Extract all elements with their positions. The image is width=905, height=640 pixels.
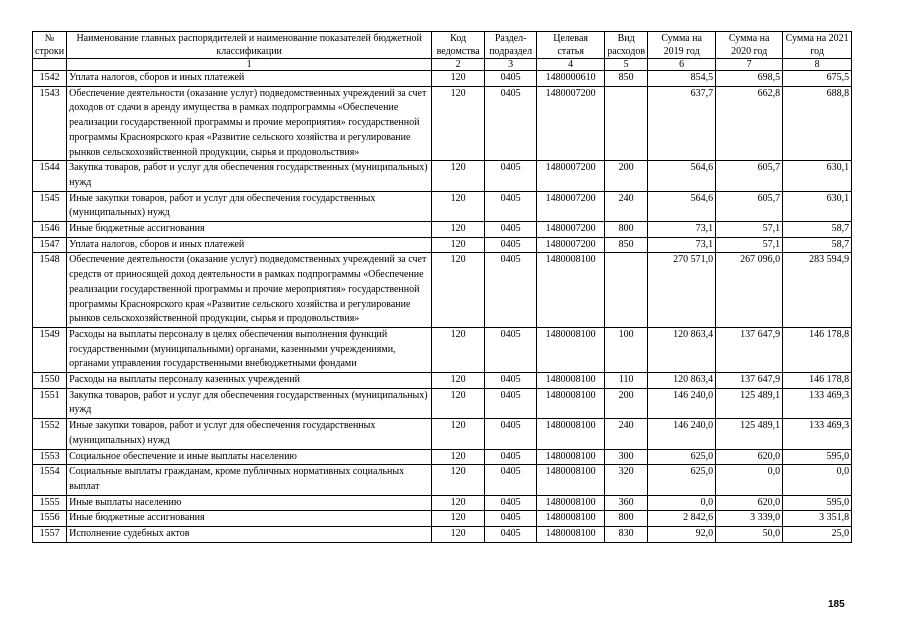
- header-sum-2021: Сумма на 2021 год: [783, 32, 852, 59]
- sum-2021-cell: 133 469,3: [783, 388, 852, 418]
- column-number: 5: [605, 59, 648, 71]
- table-row: [33, 161, 852, 191]
- sum-2020-cell: 3 339,0: [716, 511, 783, 527]
- description-cell: Обеспечение деятельности (оказание услуг) подведомственных учреждений за счет доходов от сдачи в аренду имущества в рамках подпрограммы «Обеспечение реализации государственной программы и прочие мероприятия» государственной программы Красноярского края «Развитие сельского хозяйства и регулирование рынков сельскохозяйственной продукции, сырья и продовольствия»: [67, 86, 432, 161]
- sum-2019-cell: 120 863,4: [648, 373, 716, 389]
- description-cell: Расходы на выплаты персоналу казенных учреждений: [67, 373, 432, 389]
- target-item-cell: 1480007200: [537, 161, 605, 191]
- section-cell: 0405: [485, 191, 537, 221]
- column-number: 2: [432, 59, 485, 71]
- sum-2019-cell: 146 240,0: [648, 388, 716, 418]
- expense-type-cell: 100: [605, 327, 648, 372]
- column-number: 3: [485, 59, 537, 71]
- expense-type-cell: 850: [605, 71, 648, 87]
- row-number-cell: 1550: [33, 373, 67, 389]
- sum-2021-cell: 595,0: [783, 495, 852, 511]
- sum-2020-cell: 267 096,0: [716, 253, 783, 328]
- section-cell: 0405: [485, 495, 537, 511]
- target-item-cell: 1480007200: [537, 222, 605, 238]
- sum-2021-cell: 58,7: [783, 237, 852, 253]
- table-row: [33, 237, 852, 253]
- section-cell: 0405: [485, 253, 537, 328]
- section-cell: 0405: [485, 511, 537, 527]
- column-number: 1: [67, 59, 432, 71]
- sum-2020-cell: 662,8: [716, 86, 783, 161]
- table-row: [33, 71, 852, 87]
- description-cell: Обеспечение деятельности (оказание услуг) подведомственных учреждений за счет средств от приносящей доход деятельности в рамках подпрограммы «Обеспечение реализации государственной программы и прочие мероприятия» государственной программы Красноярского края «Развитие сельского хозяйства и регулирование рынков сельскохозяйственной продукции, сырья и продовольствия»: [67, 253, 432, 328]
- header-department-code: Код ведомства: [432, 32, 485, 59]
- table-row: [33, 86, 852, 161]
- sum-2020-cell: 698,5: [716, 71, 783, 87]
- target-item-cell: 1480008100: [537, 449, 605, 465]
- sum-2019-cell: 637,7: [648, 86, 716, 161]
- sum-2019-cell: 73,1: [648, 237, 716, 253]
- sum-2021-cell: 3 351,8: [783, 511, 852, 527]
- row-number-cell: 1544: [33, 161, 67, 191]
- description-cell: Закупка товаров, работ и услуг для обеспечения государственных (муниципальных) нужд: [67, 161, 432, 191]
- sum-2021-cell: 133 469,3: [783, 419, 852, 449]
- target-item-cell: 1480008100: [537, 465, 605, 495]
- department-code-cell: 120: [432, 253, 485, 328]
- column-number: 4: [537, 59, 605, 71]
- expense-type-cell: [605, 253, 648, 328]
- sum-2019-cell: 270 571,0: [648, 253, 716, 328]
- row-number-cell: 1554: [33, 465, 67, 495]
- target-item-cell: 1480008100: [537, 527, 605, 543]
- sum-2021-cell: 595,0: [783, 449, 852, 465]
- section-cell: 0405: [485, 419, 537, 449]
- sum-2020-cell: 137 647,9: [716, 373, 783, 389]
- description-cell: Иные выплаты населению: [67, 495, 432, 511]
- description-cell: Иные бюджетные ассигнования: [67, 222, 432, 238]
- sum-2021-cell: 146 178,8: [783, 373, 852, 389]
- department-code-cell: 120: [432, 161, 485, 191]
- department-code-cell: 120: [432, 327, 485, 372]
- section-cell: 0405: [485, 388, 537, 418]
- department-code-cell: 120: [432, 511, 485, 527]
- sum-2020-cell: 605,7: [716, 191, 783, 221]
- description-cell: Закупка товаров, работ и услуг для обеспечения государственных (муниципальных) нужд: [67, 388, 432, 418]
- table-row: [33, 527, 852, 543]
- table-row: [33, 222, 852, 238]
- department-code-cell: 120: [432, 237, 485, 253]
- sum-2019-cell: 92,0: [648, 527, 716, 543]
- row-number-cell: 1546: [33, 222, 67, 238]
- target-item-cell: 1480008100: [537, 495, 605, 511]
- row-number-cell: 1547: [33, 237, 67, 253]
- header-row: [33, 32, 852, 59]
- target-item-cell: 1480008100: [537, 373, 605, 389]
- sum-2020-cell: 620,0: [716, 449, 783, 465]
- sum-2021-cell: 0,0: [783, 465, 852, 495]
- target-item-cell: 1480007200: [537, 191, 605, 221]
- table-row: [33, 449, 852, 465]
- column-number-row: [33, 59, 852, 71]
- expense-type-cell: 200: [605, 388, 648, 418]
- header-target-item: Целевая статья: [537, 32, 605, 59]
- target-item-cell: 1480000610: [537, 71, 605, 87]
- target-item-cell: 1480007200: [537, 237, 605, 253]
- row-number-cell: 1545: [33, 191, 67, 221]
- column-number: 7: [716, 59, 783, 71]
- department-code-cell: 120: [432, 495, 485, 511]
- expense-type-cell: 240: [605, 419, 648, 449]
- table-row: [33, 465, 852, 495]
- sum-2020-cell: 620,0: [716, 495, 783, 511]
- section-cell: 0405: [485, 222, 537, 238]
- sum-2020-cell: 57,1: [716, 237, 783, 253]
- department-code-cell: 120: [432, 527, 485, 543]
- section-cell: 0405: [485, 465, 537, 495]
- row-number-cell: 1555: [33, 495, 67, 511]
- sum-2019-cell: 625,0: [648, 465, 716, 495]
- table-body: [33, 71, 852, 543]
- expense-type-cell: [605, 86, 648, 161]
- row-number-cell: 1543: [33, 86, 67, 161]
- header-sum-2020: Сумма на 2020 год: [716, 32, 783, 59]
- expense-type-cell: 850: [605, 237, 648, 253]
- section-cell: 0405: [485, 449, 537, 465]
- description-cell: Уплата налогов, сборов и иных платежей: [67, 237, 432, 253]
- expense-type-cell: 110: [605, 373, 648, 389]
- department-code-cell: 120: [432, 191, 485, 221]
- section-cell: 0405: [485, 373, 537, 389]
- table-row: [33, 327, 852, 372]
- header-description: Наименование главных распорядителей и наименование показателей бюджетной классификации: [67, 32, 432, 59]
- table-row: [33, 511, 852, 527]
- sum-2021-cell: 630,1: [783, 191, 852, 221]
- description-cell: Социальное обеспечение и иные выплаты населению: [67, 449, 432, 465]
- sum-2021-cell: 25,0: [783, 527, 852, 543]
- sum-2019-cell: 120 863,4: [648, 327, 716, 372]
- sum-2019-cell: 854,5: [648, 71, 716, 87]
- expense-type-cell: 800: [605, 511, 648, 527]
- description-cell: Исполнение судебных актов: [67, 527, 432, 543]
- sum-2021-cell: 283 594,9: [783, 253, 852, 328]
- sum-2019-cell: 625,0: [648, 449, 716, 465]
- description-cell: Расходы на выплаты персоналу в целях обеспечения выполнения функций государственными (муниципальными) органами, казенными учреждениями, органами управления государственными внебюджетными фондами: [67, 327, 432, 372]
- sum-2021-cell: 630,1: [783, 161, 852, 191]
- row-number-cell: 1542: [33, 71, 67, 87]
- row-number-cell: 1552: [33, 419, 67, 449]
- department-code-cell: 120: [432, 419, 485, 449]
- sum-2020-cell: 137 647,9: [716, 327, 783, 372]
- column-number: [33, 59, 67, 71]
- sum-2020-cell: 605,7: [716, 161, 783, 191]
- sum-2021-cell: 146 178,8: [783, 327, 852, 372]
- header-section: Раздел-подраздел: [485, 32, 537, 59]
- row-number-cell: 1557: [33, 527, 67, 543]
- page-number: 185: [828, 599, 845, 610]
- sum-2019-cell: 564,6: [648, 191, 716, 221]
- department-code-cell: 120: [432, 86, 485, 161]
- expense-type-cell: 200: [605, 161, 648, 191]
- row-number-cell: 1548: [33, 253, 67, 328]
- sum-2019-cell: 146 240,0: [648, 419, 716, 449]
- department-code-cell: 120: [432, 222, 485, 238]
- department-code-cell: 120: [432, 388, 485, 418]
- target-item-cell: 1480008100: [537, 327, 605, 372]
- sum-2019-cell: 73,1: [648, 222, 716, 238]
- department-code-cell: 120: [432, 465, 485, 495]
- department-code-cell: 120: [432, 71, 485, 87]
- budget-table: [32, 31, 852, 543]
- sum-2020-cell: 57,1: [716, 222, 783, 238]
- table-row: [33, 373, 852, 389]
- row-number-cell: 1553: [33, 449, 67, 465]
- expense-type-cell: 320: [605, 465, 648, 495]
- sum-2019-cell: 0,0: [648, 495, 716, 511]
- department-code-cell: 120: [432, 449, 485, 465]
- sum-2021-cell: 58,7: [783, 222, 852, 238]
- department-code-cell: 120: [432, 373, 485, 389]
- row-number-cell: 1556: [33, 511, 67, 527]
- sum-2021-cell: 688,8: [783, 86, 852, 161]
- sum-2020-cell: 50,0: [716, 527, 783, 543]
- table-row: [33, 388, 852, 418]
- section-cell: 0405: [485, 237, 537, 253]
- sum-2019-cell: 564,6: [648, 161, 716, 191]
- section-cell: 0405: [485, 71, 537, 87]
- column-number: 8: [783, 59, 852, 71]
- target-item-cell: 1480008100: [537, 511, 605, 527]
- section-cell: 0405: [485, 327, 537, 372]
- row-number-cell: 1551: [33, 388, 67, 418]
- section-cell: 0405: [485, 527, 537, 543]
- section-cell: 0405: [485, 86, 537, 161]
- description-cell: Иные закупки товаров, работ и услуг для обеспечения государственных (муниципальных) нужд: [67, 419, 432, 449]
- header-row-number: № строки: [33, 32, 67, 59]
- sum-2019-cell: 2 842,6: [648, 511, 716, 527]
- target-item-cell: 1480007200: [537, 86, 605, 161]
- sum-2021-cell: 675,5: [783, 71, 852, 87]
- row-number-cell: 1549: [33, 327, 67, 372]
- target-item-cell: 1480008100: [537, 419, 605, 449]
- expense-type-cell: 830: [605, 527, 648, 543]
- description-cell: Уплата налогов, сборов и иных платежей: [67, 71, 432, 87]
- sum-2020-cell: 0,0: [716, 465, 783, 495]
- expense-type-cell: 800: [605, 222, 648, 238]
- section-cell: 0405: [485, 161, 537, 191]
- header-expense-type: Вид расходов: [605, 32, 648, 59]
- table-row: [33, 191, 852, 221]
- sum-2020-cell: 125 489,1: [716, 419, 783, 449]
- table-row: [33, 253, 852, 328]
- expense-type-cell: 360: [605, 495, 648, 511]
- description-cell: Иные бюджетные ассигнования: [67, 511, 432, 527]
- table-row: [33, 495, 852, 511]
- expense-type-cell: 240: [605, 191, 648, 221]
- description-cell: Социальные выплаты гражданам, кроме публичных нормативных социальных выплат: [67, 465, 432, 495]
- table-row: [33, 419, 852, 449]
- sum-2020-cell: 125 489,1: [716, 388, 783, 418]
- description-cell: Иные закупки товаров, работ и услуг для обеспечения государственных (муниципальных) нужд: [67, 191, 432, 221]
- target-item-cell: 1480008100: [537, 388, 605, 418]
- expense-type-cell: 300: [605, 449, 648, 465]
- header-sum-2019: Сумма на 2019 год: [648, 32, 716, 59]
- target-item-cell: 1480008100: [537, 253, 605, 328]
- column-number: 6: [648, 59, 716, 71]
